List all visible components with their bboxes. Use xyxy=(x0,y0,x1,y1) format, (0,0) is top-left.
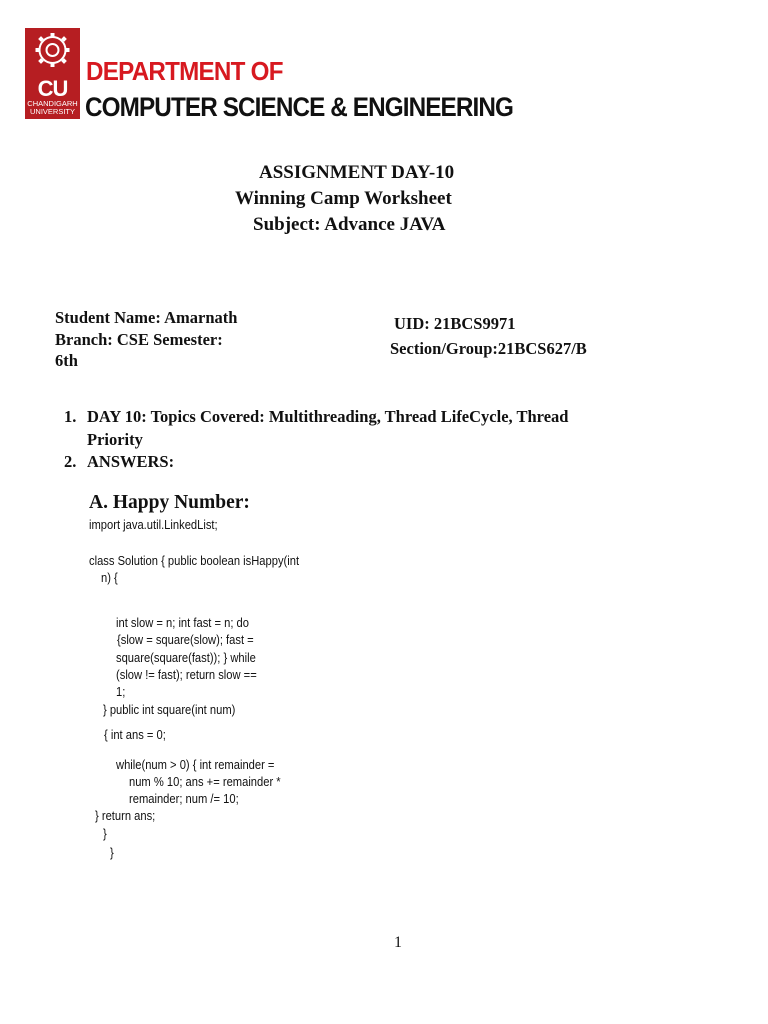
page-number: 1 xyxy=(394,934,402,951)
department-title-line1: DEPARTMENT OF xyxy=(86,56,283,86)
code-line: n) { xyxy=(101,570,118,585)
student-section: Section/Group:21BCS627/B xyxy=(390,339,587,358)
code-line: {slow = square(slow); fast = xyxy=(117,632,254,647)
code-line: import java.util.LinkedList; xyxy=(89,517,218,532)
gear-emblem-icon xyxy=(25,28,80,80)
assignment-title: ASSIGNMENT DAY-10 xyxy=(259,162,455,183)
code-line: int slow = n; int fast = n; do xyxy=(116,615,250,630)
student-branch: Branch: CSE Semester: xyxy=(55,330,223,349)
university-logo xyxy=(25,28,80,119)
student-name: Student Name: Amarnath xyxy=(55,308,238,327)
list-number-1: 1. xyxy=(64,407,77,426)
list-number-2: 2. xyxy=(64,452,77,471)
code-line: { int ans = 0; xyxy=(104,727,166,742)
logo-subtext: CHANDIGARH UNIVERSITY xyxy=(27,99,78,116)
section-title: A. Happy Number: xyxy=(89,492,250,513)
code-line: } xyxy=(110,845,114,860)
topics-covered-cont: Priority xyxy=(87,430,143,449)
code-line: 1; xyxy=(116,684,126,699)
code-line: remainder; num /= 10; xyxy=(129,791,239,806)
code-line: square(square(fast)); } while xyxy=(116,650,256,665)
subject-title: Subject: Advance JAVA xyxy=(253,214,446,235)
code-line: } public int square(int num) xyxy=(103,702,236,717)
topics-covered: DAY 10: Topics Covered: Multithreading, Thread LifeCycle, Thread xyxy=(87,407,569,426)
worksheet-title: Winning Camp Worksheet xyxy=(235,188,452,209)
code-line: class Solution { public boolean isHappy(int xyxy=(89,553,300,568)
code-line: (slow != fast); return slow == xyxy=(116,667,257,682)
code-line: while(num > 0) { int remainder = xyxy=(116,757,275,772)
logo-text: CU xyxy=(37,76,68,101)
student-uid: UID: 21BCS9971 xyxy=(394,314,516,333)
department-title-line2: COMPUTER SCIENCE & ENGINEERING xyxy=(85,92,514,122)
code-line: } xyxy=(103,826,107,841)
code-line: } return ans; xyxy=(95,808,156,823)
student-semester: 6th xyxy=(55,351,78,370)
answers-heading: ANSWERS: xyxy=(87,452,175,471)
code-line: num % 10; ans += remainder * xyxy=(129,774,281,789)
